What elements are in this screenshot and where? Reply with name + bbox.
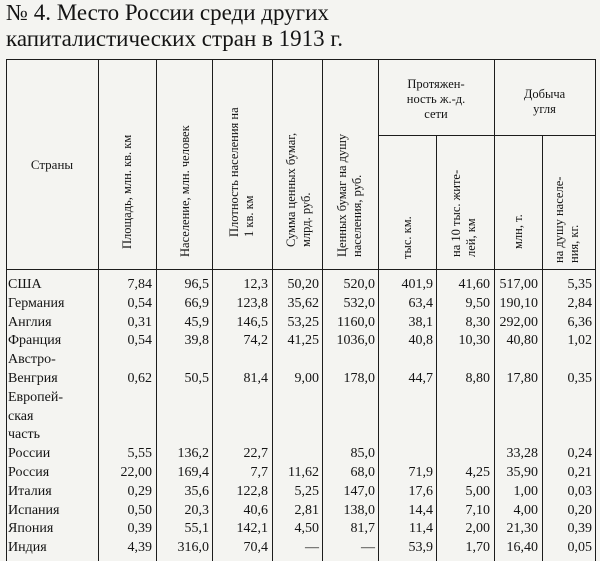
cell-population: 169,4 [177,465,209,480]
cell-rail-km: 14,4 [408,502,433,518]
cell-securities: 50,20 [287,277,319,292]
cell-securities: — [305,540,319,556]
table-row [6,313,596,332]
cell-securities: 35,62 [287,295,319,311]
cell-rail-km: 40,8 [408,333,433,349]
cell-coal-per-capita: 0,20 [567,502,592,518]
cell-density: 123,8 [236,295,268,311]
cell-country: Европей- [8,389,64,405]
cell-rail-per10k: 2,00 [465,521,490,537]
cell-area: 0,62 [127,371,152,386]
cell-securities: 9,00 [294,371,319,386]
header-rail-per10k-l2: лей, км [464,218,478,257]
cell-population: 66,9 [184,295,209,311]
cell-coal-per-capita: 6,36 [567,314,592,330]
header-securities-l1: Сумма ценных бумаг, [284,132,298,247]
page-title [6,0,596,52]
cell-area: 0,54 [127,295,152,311]
table-row [6,501,596,520]
statistics-table [6,59,596,561]
cell-coal-mt: 16,40 [506,540,538,556]
cell-coal-per-capita: 5,35 [567,277,592,292]
cell-coal-mt: 292,00 [499,314,538,330]
cell-density: 7,7 [250,465,268,480]
header-coal-per-capita-l2: ния, кг. [567,224,581,263]
cell-per-capita: 147,0 [343,483,375,499]
cell-country: Италия [8,483,52,499]
cell-securities: 2,81 [294,502,319,518]
table-row [6,538,596,557]
cell-density: 74,2 [243,333,268,349]
cell-area: 0,50 [127,502,152,518]
cell-country: Франция [8,333,62,349]
cell-per-capita: 85,0 [350,446,375,462]
cell-coal-per-capita: 1,02 [567,333,592,349]
cell-per-capita: — [361,540,375,556]
cell-per-capita: 532,0 [343,295,375,311]
cell-population: 20,3 [184,502,209,518]
cell-density: 12,3 [243,277,268,292]
cell-securities: 41,25 [287,333,319,349]
table-row [6,369,596,388]
cell-rail-km: 44,7 [408,371,433,386]
cell-rail-per10k: 7,10 [465,502,490,518]
header-per-capita-l2: населения, руб. [350,174,364,257]
cell-coal-mt: 1,00 [513,483,538,499]
header-coal-group: Добыча угля [523,87,566,116]
cell-per-capita: 520,0 [343,277,375,292]
cell-country: Австро- [8,352,56,368]
header-per-capita-l1: Ценных бумаг на душу [335,133,349,257]
cell-population: 136,2 [177,446,209,462]
title-line-1: № 4. Место России среди других [6,0,329,25]
cell-area: 22,00 [120,465,152,480]
cell-rail-per10k: 41,60 [458,277,490,292]
cell-coal-mt: 17,80 [506,371,538,386]
cell-coal-per-capita: 0,05 [567,540,592,556]
cell-per-capita: 178,0 [343,371,375,386]
cell-securities: 53,25 [287,314,319,330]
table-row [6,519,596,538]
cell-population: 39,8 [184,333,209,349]
cell-country: Венгрия [8,371,58,386]
cell-country: США [8,277,42,292]
cell-country: Россия [8,465,50,480]
cell-per-capita: 138,0 [343,502,375,518]
table-row [6,425,596,444]
table-row [6,482,596,501]
cell-rail-per10k: 4,25 [465,465,490,480]
cell-per-capita: 68,0 [350,465,375,480]
cell-securities: 5,25 [294,483,319,499]
cell-rail-per10k: 8,80 [465,371,490,386]
header-coal-per-capita-l1: на душу населе- [552,176,566,263]
cell-rail-km: 53,9 [408,540,433,556]
table-row [6,331,596,350]
cell-coal-mt: 35,90 [506,465,538,480]
table-row [6,388,596,407]
cell-coal-mt: 517,00 [499,277,538,292]
cell-per-capita: 1160,0 [337,314,375,330]
cell-country: Германия [8,295,65,311]
cell-density: 22,7 [243,446,268,462]
coal-group-rule [494,135,596,136]
cell-rail-km: 71,9 [408,465,433,480]
cell-coal-mt: 40,80 [506,333,538,349]
header-securities-l2: млрд. руб. [299,192,313,247]
cell-density: 142,1 [236,521,268,537]
cell-securities: 11,62 [288,465,319,480]
cell-population: 35,6 [184,483,209,499]
cell-area: 0,31 [127,314,152,330]
cell-country: Япония [8,521,54,537]
cell-country: часть [8,427,40,443]
cell-country: Англия [8,314,52,330]
cell-coal-per-capita: 0,24 [567,446,592,462]
cell-rail-km: 63,4 [408,295,433,311]
cell-density: 40,6 [243,502,268,518]
cell-coal-per-capita: 2,84 [567,295,592,311]
title-line-2: капиталистических стран в 1913 г. [6,26,343,51]
header-density-l2: 1 кв. км [242,195,256,237]
cell-rail-km: 38,1 [408,314,433,330]
cell-country: ская [8,408,34,424]
cell-coal-mt: 21,30 [506,521,538,537]
cell-area: 5,55 [127,446,152,462]
cell-area: 4,39 [127,540,152,556]
cell-area: 7,84 [127,277,152,292]
cell-density: 146,5 [236,314,268,330]
cell-per-capita: 1036,0 [336,333,375,349]
header-country: Страны [30,157,74,172]
cell-coal-per-capita: 0,39 [567,521,592,537]
cell-coal-mt: 190,10 [499,295,538,311]
cell-population: 55,1 [184,521,209,537]
cell-rail-km: 401,9 [401,277,433,292]
cell-rail-per10k: 8,30 [465,314,490,330]
table-row [6,350,596,369]
cell-area: 0,39 [127,521,152,537]
cell-population: 316,0 [177,540,209,556]
cell-coal-per-capita: 0,03 [567,483,592,499]
header-area: Площадь, млн. кв. км [120,134,134,249]
header-coal-mt: млн, т. [511,214,525,249]
cell-coal-mt: 33,28 [506,446,538,462]
cell-area: 0,29 [127,483,152,499]
cell-population: 96,5 [184,277,209,292]
cell-coal-per-capita: 0,21 [567,465,592,480]
header-rail-km: тыс. км. [400,216,414,259]
cell-country: Испания [8,502,60,518]
cell-country: России [8,446,51,462]
cell-density: 70,4 [243,540,268,556]
cell-density: 122,8 [236,483,268,499]
table-row [6,275,596,294]
cell-population: 50,5 [184,371,209,386]
cell-rail-per10k: 9,50 [465,295,490,311]
cell-area: 0,54 [127,333,152,349]
table-row [6,463,596,482]
cell-rail-per10k: 5,00 [465,483,490,499]
cell-per-capita: 81,7 [350,521,375,537]
cell-rail-km: 11,4 [409,521,433,537]
table-top-rule [6,59,596,60]
header-density-l1: Плотность населения на [227,107,241,237]
header-bottom-rule [6,269,596,270]
header-population: Население, млн. человек [178,125,192,257]
cell-coal-mt: 4,00 [513,502,538,518]
header-rail-per10k-l1: на 10 тыс. жите- [449,169,463,257]
table-row [6,407,596,426]
cell-securities: 4,50 [294,521,319,537]
table-row [6,294,596,313]
cell-rail-km: 17,6 [408,483,433,499]
table-row [6,444,596,463]
cell-rail-per10k: 10,30 [458,333,490,349]
cell-population: 45,9 [184,314,209,330]
header-rail-group: Протяжен- ность ж.-д. сети [406,77,466,121]
cell-country: Индия [8,540,47,556]
cell-density: 81,4 [243,371,268,386]
cell-rail-per10k: 1,70 [465,540,490,556]
cell-coal-per-capita: 0,35 [567,371,592,386]
